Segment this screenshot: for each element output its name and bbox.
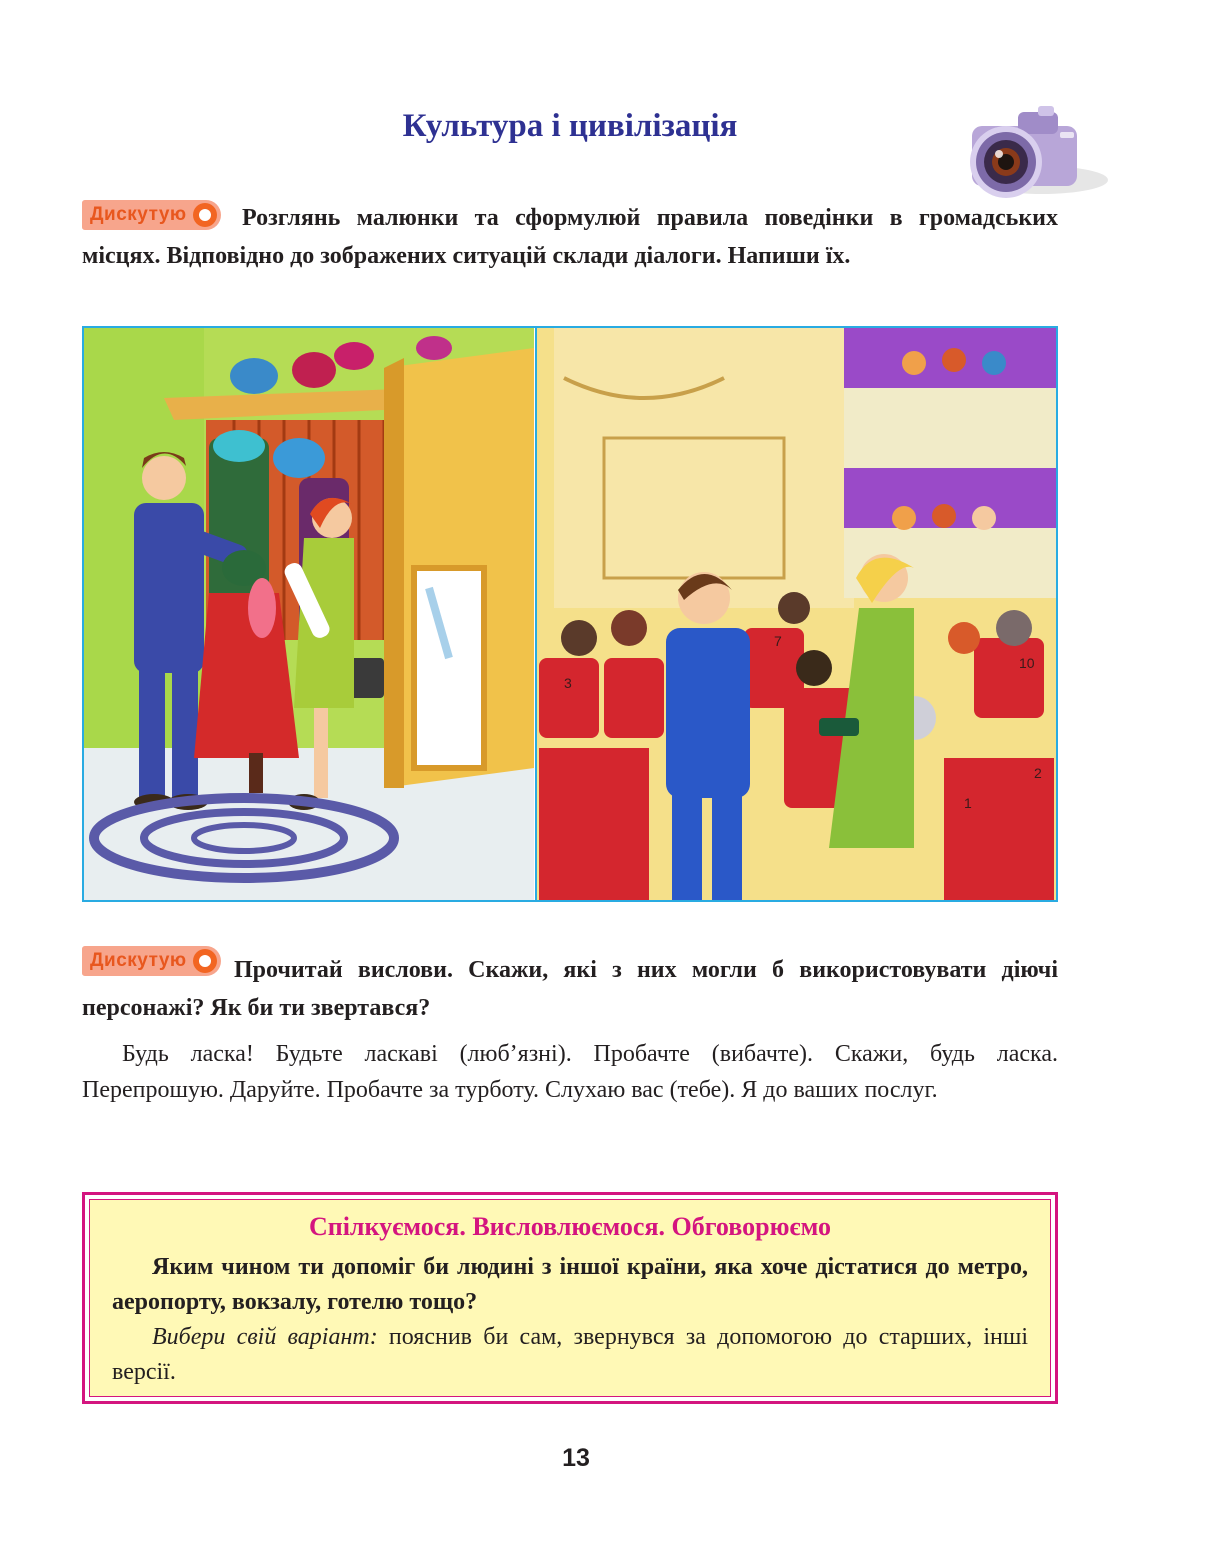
- illustration: [82, 326, 1058, 902]
- badge-label: Дискутую: [90, 950, 187, 971]
- seat-number: 2: [1034, 765, 1042, 781]
- task-1-instruction: Розглянь малюнки та сформулюй правила поведінки в громадських місцях. Відповідно до зображених ситуацій склади діалоги. Напиши їх.: [82, 205, 1058, 269]
- page-title: Культура і цивілізація: [402, 108, 738, 144]
- polite-phrases: Будь ласка! Будьте ласкаві (люб’язні). Пробачте (вибачте). Скажи, будь ласка. Перепрошую. Даруйте. Пробачте за турботу. Слухаю вас (тебе). Я до ваших послуг.: [82, 1041, 1058, 1103]
- discussion-question: Яким чином ти допоміг би людині з іншої країни, яка хоче дістатися до метро, аеропорту, вокзалу, готелю тощо?: [112, 1254, 1028, 1315]
- seat-number: 7: [774, 633, 782, 649]
- seat-number: 1: [964, 795, 972, 811]
- cloakroom-scene: [84, 328, 534, 900]
- page-number: 13: [562, 1444, 590, 1472]
- seat-number: 10: [1019, 655, 1035, 671]
- discussion-box-title: Спілкуємося. Висловлюємося. Обговорюємо: [308, 1212, 832, 1241]
- discussion-box-inner: [89, 1199, 1051, 1397]
- theatre-scene: [537, 328, 1056, 900]
- camera-icon: [962, 98, 1112, 203]
- task-1-text: [82, 199, 1058, 275]
- task-2-instruction: Прочитай вислови. Скажи, які з них могли б використовувати діючі персонажі? Як би ти звертався?: [82, 957, 1058, 1021]
- answer-text: пояснив би сам, звернувся за допомогою до старших, інші версії.: [112, 1324, 1028, 1385]
- answer-label: Вибери свій варіант:: [152, 1324, 378, 1350]
- badge-label: Дискутую: [90, 204, 187, 225]
- seat-number: 3: [564, 675, 572, 691]
- task-2-text: [82, 951, 1058, 1027]
- discussion-box: [82, 1192, 1058, 1404]
- discussion-answer: [112, 1320, 1028, 1390]
